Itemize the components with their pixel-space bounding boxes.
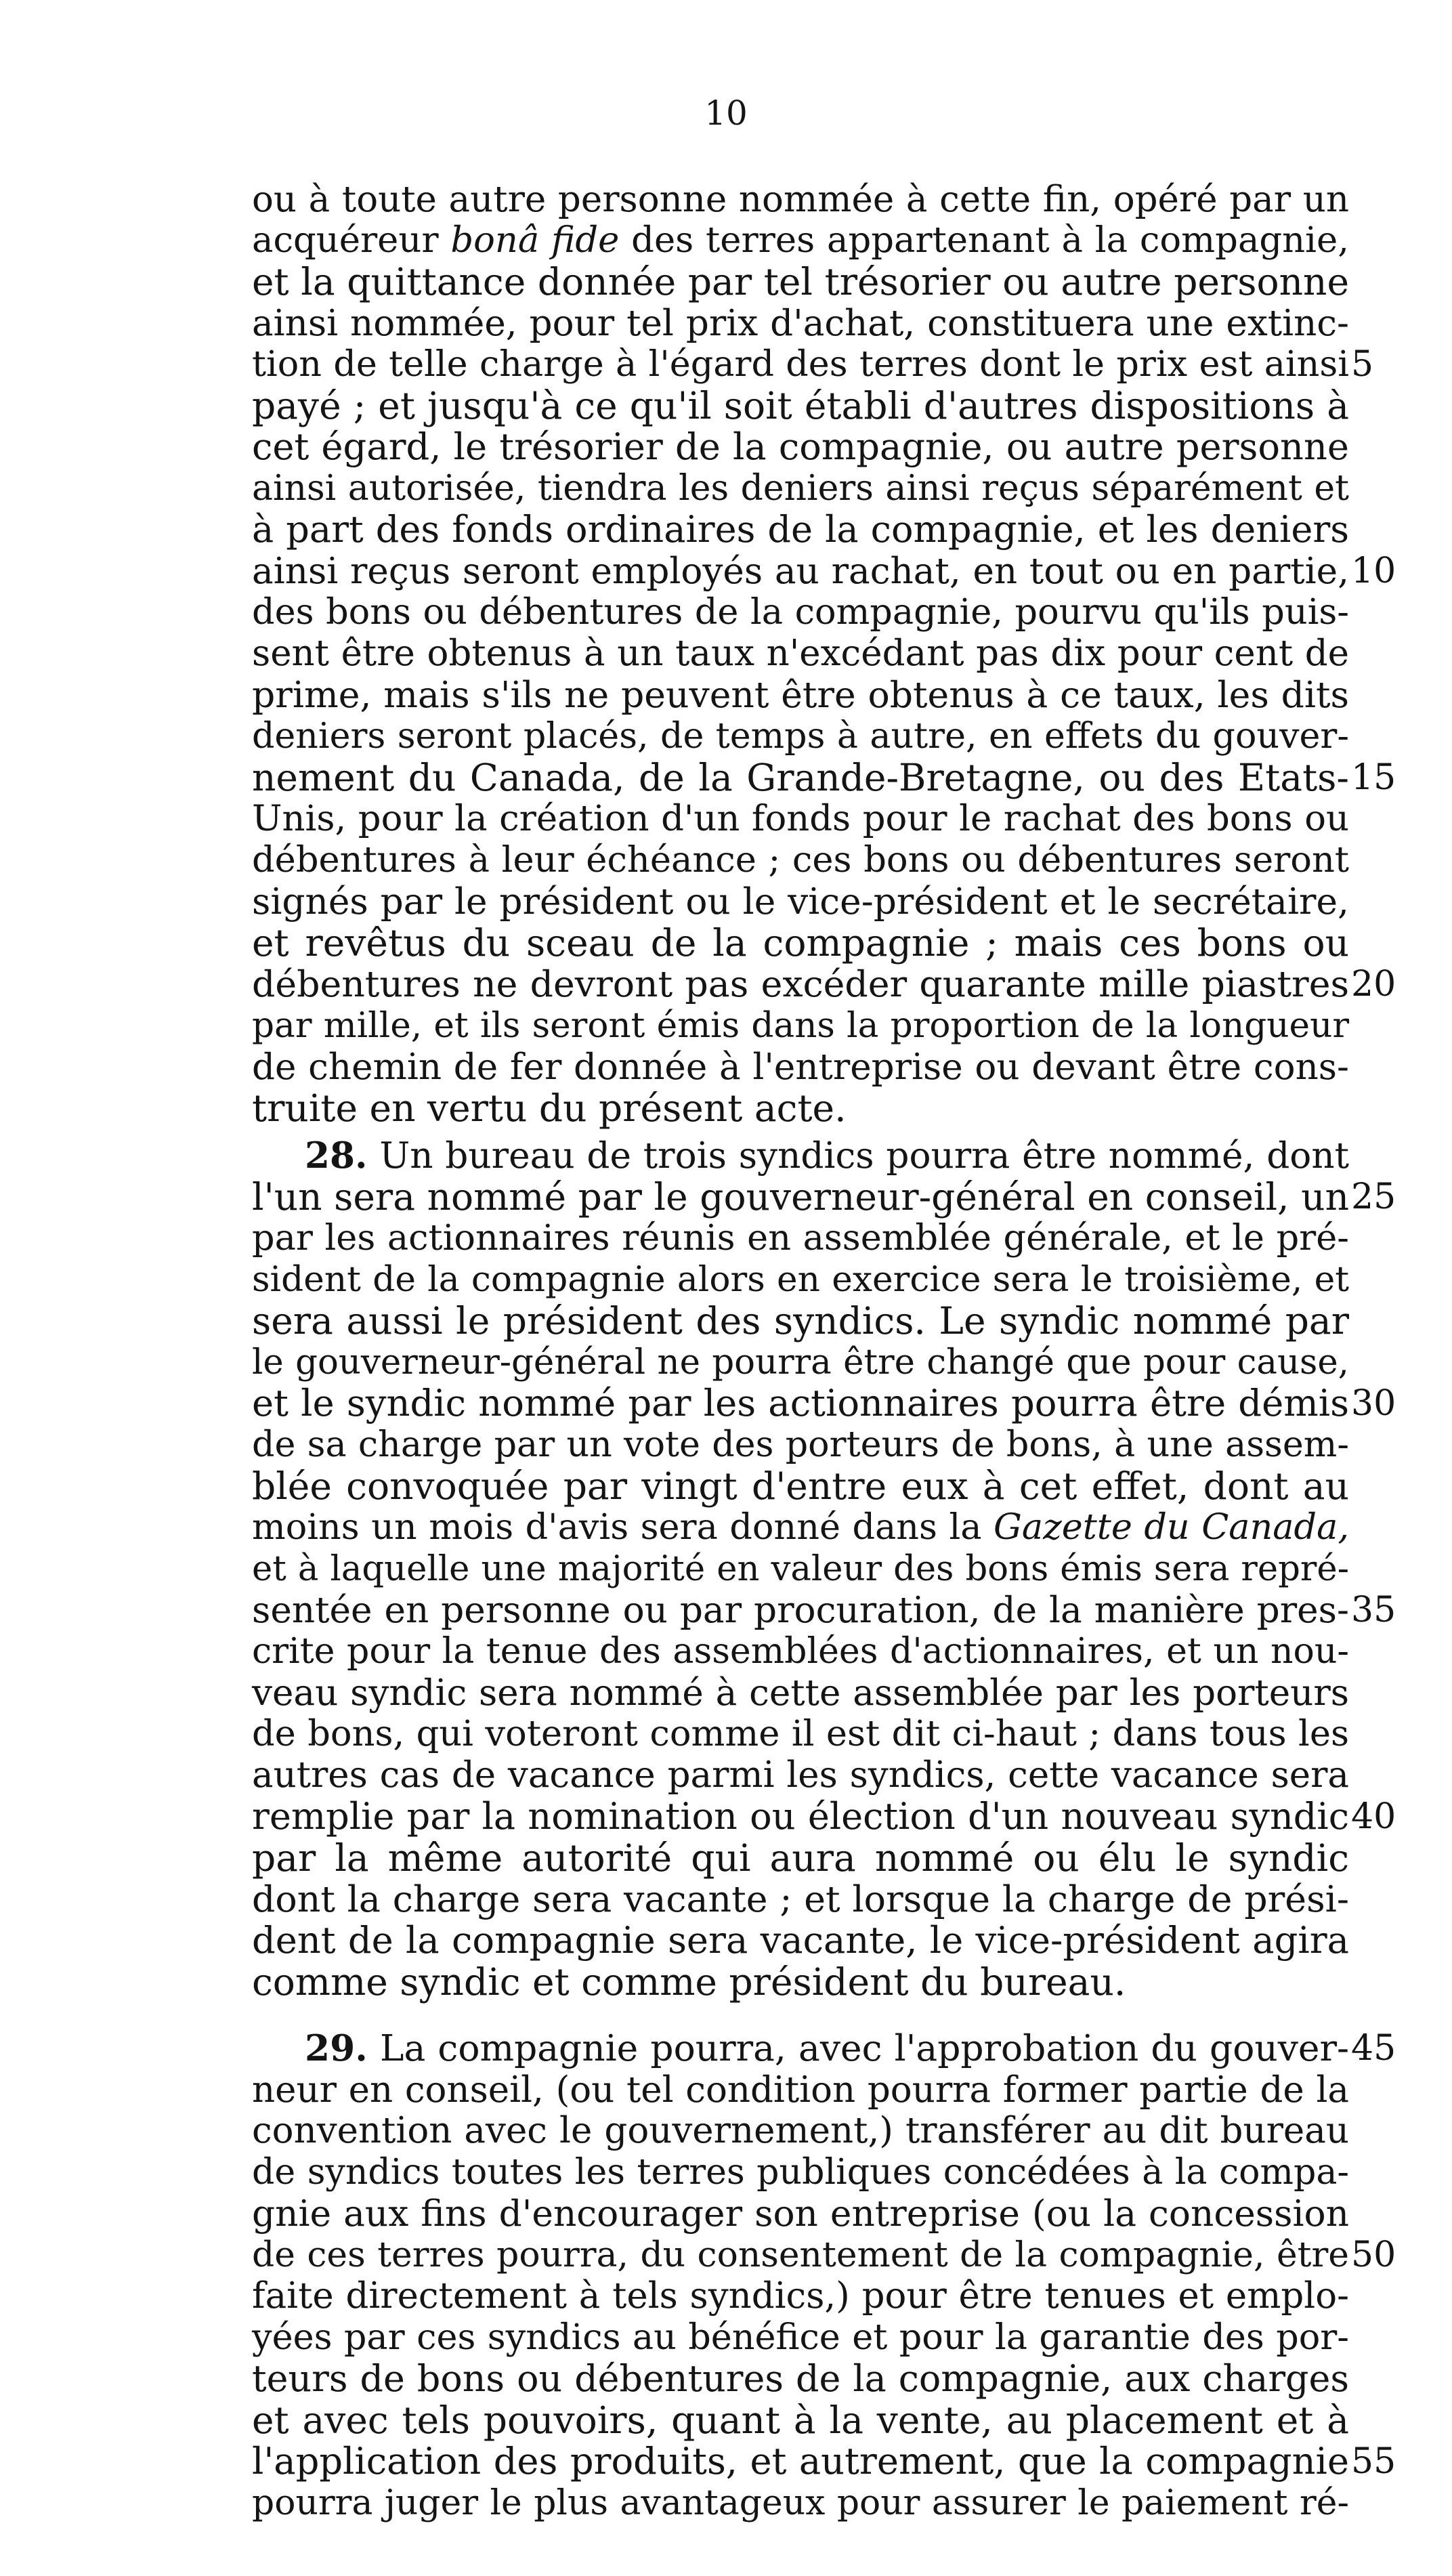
line-text: débentures ne devront pas excéder quarante mille piastres	[252, 963, 1349, 1005]
text-line	[252, 177, 1349, 221]
text-line	[252, 1340, 1349, 1384]
text-line	[252, 1258, 1349, 1301]
text-line	[252, 1464, 1349, 1508]
text-line	[252, 2068, 1349, 2111]
text-line	[252, 384, 1349, 427]
line-text-continued: des terres appartenant à la compagnie,	[631, 219, 1349, 261]
section-number: 28.	[305, 1134, 368, 1177]
margin-line-number: 10	[1351, 551, 1396, 591]
line-text: et revêtus du sceau de la compagnie ; mais ces bons ou	[252, 921, 1349, 965]
line-text: acquéreur	[252, 219, 439, 261]
text-line	[252, 343, 1349, 386]
text-line	[252, 467, 1349, 510]
line-text: faite directement à tels syndics,) pour être tenues et emplo-	[252, 2275, 1349, 2317]
line-text: l'un sera nommé par le gouverneur-général en conseil, un	[252, 1175, 1349, 1219]
line-text: de syndics toutes les terres publiques concédées à la compa-	[252, 2152, 1349, 2193]
italic-text: Gazette du Canada,	[993, 1506, 1349, 1548]
line-text: veau syndic sera nommé à cette assemblée par les porteurs	[252, 1672, 1349, 1714]
line-text: neur en conseil, (ou tel condition pourra former partie de la	[252, 2069, 1349, 2111]
text-line	[252, 2109, 1349, 2153]
line-text: payé ; et jusqu'à ce qu'il soit établi d'autres dispositions à	[252, 384, 1349, 427]
text-line	[252, 1836, 1349, 1880]
text-line	[252, 880, 1349, 923]
text-line	[252, 2233, 1349, 2277]
line-text: de bons, qui voteront comme il est dit ci-haut ; dans tous les	[252, 1713, 1349, 1754]
line-text: dont la charge sera vacante ; et lorsque la charge de prési-	[252, 1878, 1349, 1920]
line-text: sentée en personne ou par procuration, de la manière pres-	[252, 1589, 1349, 1631]
line-text: dent de la compagnie sera vacante, le vice-président agira	[252, 1919, 1349, 1962]
line-text: ainsi autorisée, tiendra les deniers ainsi reçus séparément et	[252, 468, 1349, 509]
text-line	[252, 1960, 1349, 2004]
text-line	[252, 2440, 1349, 2483]
text-line	[252, 715, 1349, 758]
margin-line-number: 5	[1351, 344, 1374, 385]
line-text: des bons ou débentures de la compagnie, pourvu qu'ils puis-	[252, 591, 1349, 633]
margin-line-number: 15	[1351, 757, 1396, 798]
text-line	[252, 1045, 1349, 1089]
text-line	[252, 1299, 1349, 1343]
text-line	[252, 1712, 1349, 1756]
line-text: et à laquelle une majorité en valeur des bons émis sera repré-	[252, 1548, 1349, 1589]
text-line	[252, 921, 1349, 965]
line-text: par mille, et ils seront émis dans la proportion de la longueur	[252, 1005, 1349, 1046]
line-text: nement du Canada, de la Grande-Bretagne, ou des Etats-	[252, 756, 1349, 799]
margin-line-number: 35	[1351, 1590, 1396, 1630]
text-line	[252, 1004, 1349, 1047]
text-line	[252, 2481, 1349, 2525]
text-line	[252, 1588, 1349, 1632]
line-text: remplie par la nomination ou élection d'un nouveau syndic	[252, 1795, 1349, 1838]
line-text: de ces terres pourra, du consentement de la compagnie, être	[252, 2235, 1349, 2275]
text-line	[252, 797, 1349, 841]
text-line	[252, 1795, 1349, 1838]
text-line	[252, 756, 1349, 799]
line-text: sent être obtenus à un taux n'excédant pas dix pour cent de	[252, 633, 1349, 674]
text-line	[252, 1630, 1349, 1673]
text-line	[252, 2192, 1349, 2235]
line-text: pourra juger le plus avantageux pour assurer le paiement ré-	[252, 2483, 1349, 2523]
margin-line-number: 20	[1351, 964, 1396, 1005]
page-number: 10	[704, 93, 748, 133]
margin-line-number: 50	[1351, 2235, 1396, 2275]
line-text: tion de telle charge à l'égard des terres dont le prix est ainsi	[252, 343, 1349, 385]
text-line	[252, 2357, 1349, 2401]
text-line	[252, 301, 1349, 345]
margin-line-number: 25	[1351, 1177, 1396, 1217]
text-line	[252, 2027, 1349, 2070]
margin-line-number: 40	[1351, 1796, 1396, 1837]
line-text: truite en vertu du présent acte.	[252, 1086, 847, 1130]
line-text: sident de la compagnie alors en exercice sera le troisième, et	[252, 1259, 1349, 1300]
line-text: convention avec le gouvernement,) transférer au dit bureau	[252, 2110, 1349, 2151]
line-text: signés par le président ou le vice-président et le secrétaire,	[252, 881, 1349, 923]
line-text: autres cas de vacance parmi les syndics, cette vacance sera	[252, 1754, 1349, 1796]
line-text: La compagnie pourra, avec l'approbation du gouver-	[380, 2027, 1349, 2069]
margin-line-number: 55	[1351, 2441, 1396, 2482]
line-text: le gouverneur-général ne pourra être changé que pour cause,	[252, 1342, 1349, 1382]
line-text: et le syndic nommé par les actionnaires pourra être démis	[252, 1382, 1349, 1424]
text-line	[252, 963, 1349, 1006]
line-text: yées par ces syndics au bénéfice et pour la garantie des por-	[252, 2317, 1349, 2358]
line-text: à part des fonds ordinaires de la compagnie, et les deniers	[252, 508, 1349, 551]
line-text: deniers seront placés, de temps à autre, en effets du gouver-	[252, 716, 1349, 757]
text-line	[252, 1382, 1349, 1425]
text-line	[252, 1217, 1349, 1260]
text-line	[252, 508, 1349, 551]
line-text: et avec tels pouvoirs, quant à la vente, au placement et à	[252, 2399, 1349, 2442]
line-text: débentures à leur échéance ; ces bons ou débentures seront	[252, 839, 1349, 881]
line-text: de sa charge par un vote des porteurs de bons, à une assem-	[252, 1424, 1349, 1465]
line-text: cet égard, le trésorier de la compagnie, ou autre personne	[252, 425, 1349, 468]
text-line	[252, 632, 1349, 675]
line-text: sera aussi le président des syndics. Le syndic nommé par	[252, 1299, 1349, 1343]
line-text: gnie aux fins d'encourager son entreprise (ou la concession	[252, 2192, 1349, 2235]
text-line	[252, 2151, 1349, 2194]
text-line	[252, 1506, 1349, 1549]
text-line	[252, 673, 1349, 717]
line-text: par la même autorité qui aura nommé ou élu le syndic	[252, 1836, 1349, 1880]
text-line	[252, 2316, 1349, 2359]
line-text: Unis, pour la création d'un fonds pour le rachat des bons ou	[252, 798, 1349, 839]
text-line	[252, 1175, 1349, 1219]
line-text: ou à toute autre personne nommée à cette fin, opéré par un	[252, 178, 1349, 220]
line-text: prime, mais s'ils ne peuvent être obtenus à ce taux, les dits	[252, 673, 1349, 716]
line-text: teurs de bons ou débentures de la compagnie, aux charges	[252, 2357, 1349, 2400]
line-text: blée convoquée par vingt d'entre eux à cet effet, dont au	[252, 1464, 1349, 1508]
margin-line-number: 30	[1351, 1383, 1396, 1424]
text-line	[252, 260, 1349, 303]
text-line	[252, 591, 1349, 634]
text-line	[252, 1671, 1349, 1714]
text-line	[252, 1134, 1349, 1177]
line-text: crite pour la tenue des assemblées d'actionnaires, et un nou-	[252, 1631, 1349, 1672]
text-line	[252, 839, 1349, 882]
text-line	[252, 2275, 1349, 2318]
italic-text: bonâ fide	[450, 219, 620, 261]
line-text: de chemin de fer donnée à l'entreprise ou devant être cons-	[252, 1046, 1349, 1088]
text-line	[252, 1086, 1349, 1130]
text-line	[252, 1423, 1349, 1466]
text-line	[252, 549, 1349, 593]
line-text: par les actionnaires réunis en assemblée générale, et le pré-	[252, 1217, 1349, 1259]
line-text: moins un mois d'avis sera donné dans la	[252, 1506, 982, 1548]
line-text: l'application des produits, et autrement, que la compagnie	[252, 2440, 1349, 2483]
line-text: et la quittance donnée par tel trésorier ou autre personne	[252, 260, 1349, 303]
margin-line-number: 45	[1351, 2028, 1396, 2069]
line-text: Un bureau de trois syndics pourra être nommé, dont	[379, 1135, 1349, 1177]
line-text: ainsi reçus seront employés au rachat, en tout ou en partie,	[252, 550, 1349, 592]
text-line	[252, 425, 1349, 469]
section-number: 29.	[305, 2027, 368, 2069]
text-line	[252, 2399, 1349, 2442]
text-line	[252, 1919, 1349, 1962]
text-line	[252, 1754, 1349, 1797]
line-text: comme syndic et comme président du bureau.	[252, 1960, 1126, 2004]
text-line	[252, 1547, 1349, 1590]
text-line	[252, 1878, 1349, 1921]
text-line	[252, 219, 1349, 262]
line-text: ainsi nommée, pour tel prix d'achat, constituera une extinc-	[252, 302, 1349, 344]
